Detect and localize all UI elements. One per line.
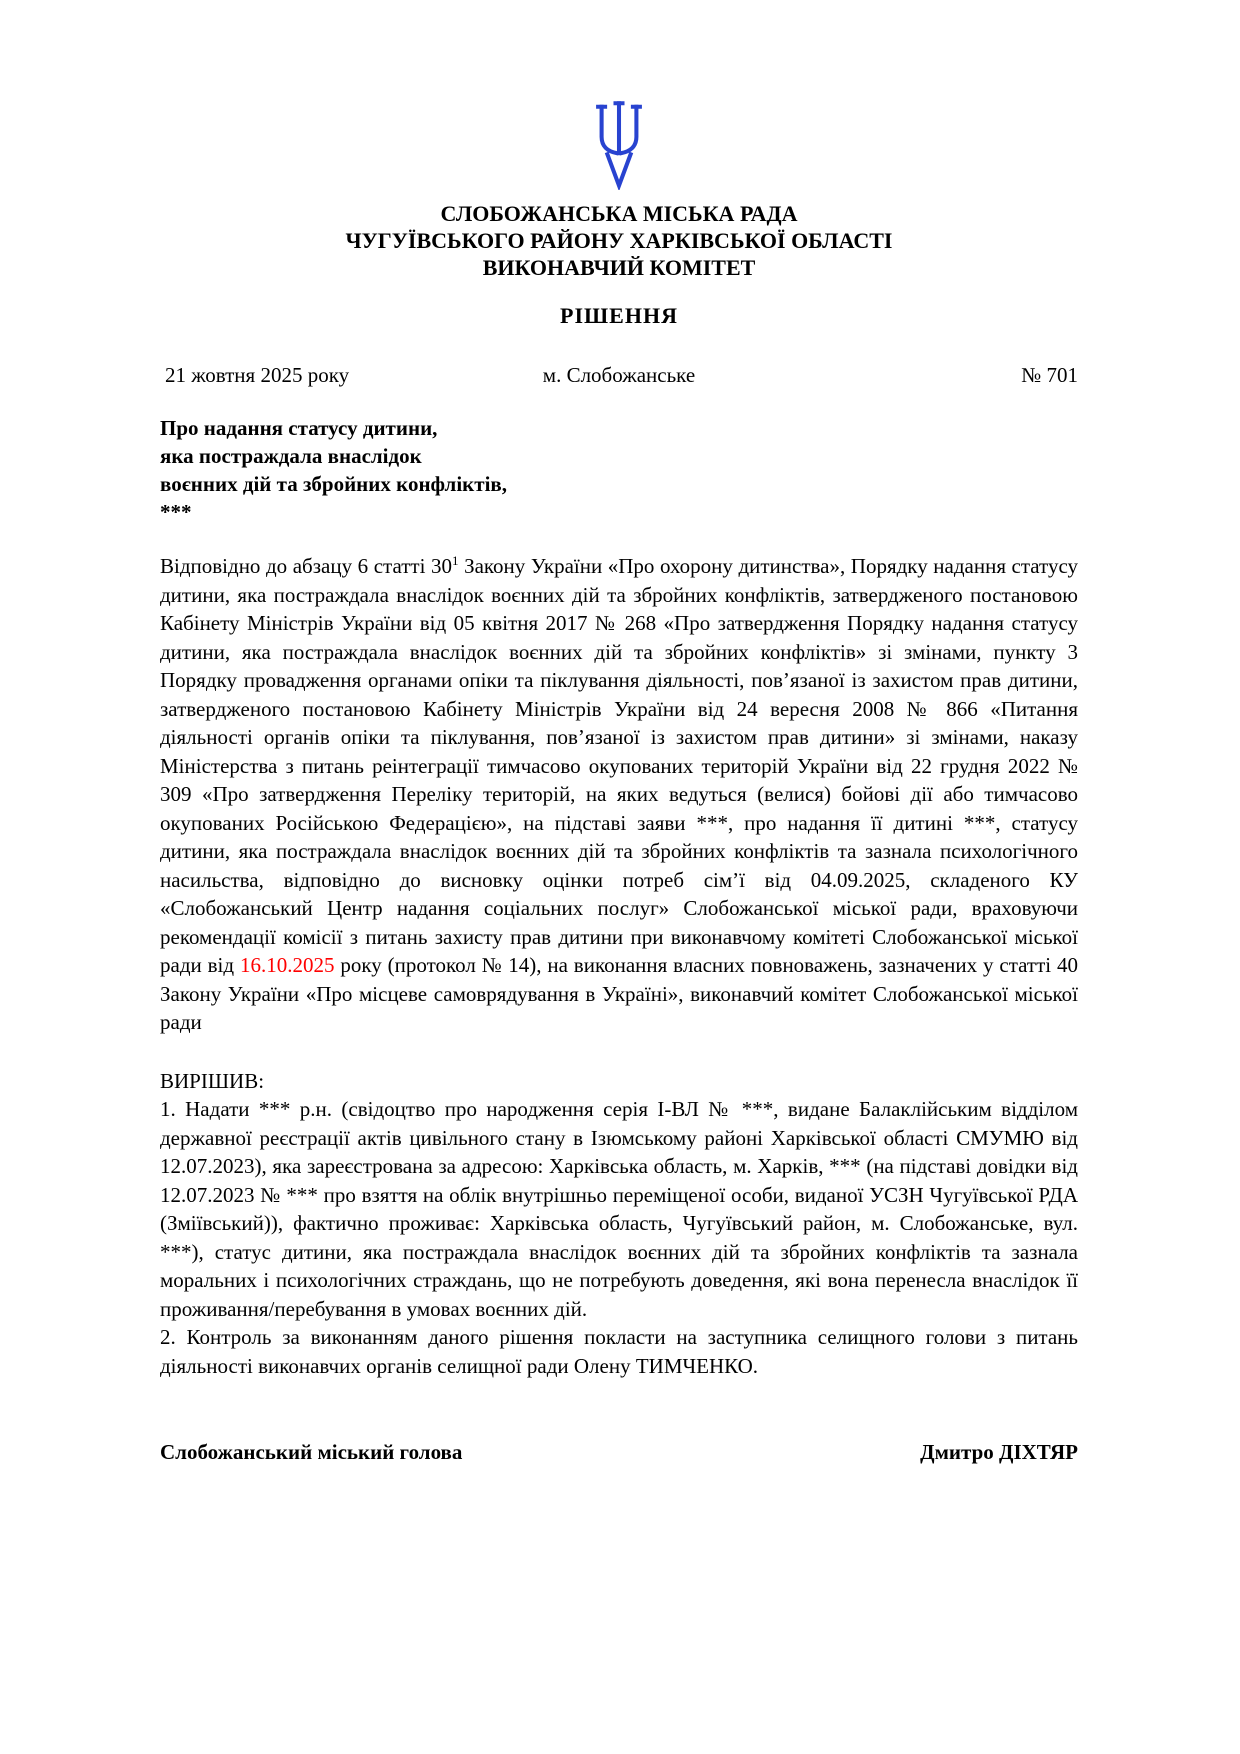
footnote-reference: 1 — [452, 553, 459, 568]
preamble-paragraph — [160, 552, 1078, 1037]
document-number: № 701 — [1021, 363, 1078, 387]
document-header-emblem — [160, 100, 1078, 190]
subject-line4: *** — [160, 500, 192, 524]
subject-line1: Про надання статусу дитини, — [160, 416, 438, 440]
resolution-item-2: 2. Контроль за виконанням даного рішення покласти на заступника селищного голови з питань діяльності виконавчих органів селищної ради Олену ТИМЧЕНКО. — [160, 1325, 1078, 1378]
document-date: 21 жовтня 2025 року — [165, 363, 350, 387]
org-name-line2: ЧУГУЇВСЬКОГО РАЙОНУ ХАРКІВСЬКОЇ ОБЛАСТІ — [345, 228, 893, 253]
document-meta-row — [160, 363, 1078, 388]
preamble-text-part1: Відповідно до абзацу 6 статті 30 — [160, 554, 452, 578]
resolution-heading: ВИРІШИВ: — [160, 1068, 265, 1093]
preamble-text-part2: Закону України «Про охорону дитинства», Порядку надання статусу дитини, яка постраждала внаслідок воєнних дій та збройних конфліктів, затвердженого постановою Кабінету Міністрів України від 05 квітня 2017 № 268 «Про затвердження Порядку надання статусу дитини, яка постраждала внаслідок воєнних дій та збройних конфліктів» зі змінами, пункту 3 Порядку провадження органами опіки та піклування діяльності, пов’язаної із захистом прав дитини, затвердженого постановою Кабінету Міністрів України від 24 вересня 2008 № 866 «Питання діяльності органів опіки та піклування, пов’язаної із захистом прав дитини» зі змінами, наказу Міністерства з питань реінтеграції тимчасово окупованих територій України від 22 грудня 2022 № 309 «Про затвердження Переліку територій, на яких ведуться (велися) бойові дії або тимчасово окупованих Російською Федерацією», на підставі заяви ***, про надання її дитині ***, статусу дитини, яка постраждала внаслідок воєнних дій та збройних конфліктів та зазнала психологічного насильства, відповідно до висновку оцінки потреб сім’ї від 04.09.2025, складеного КУ «Слобожанський Центр надання соціальних послуг» Слобожанської міської ради, враховуючи рекомендації комісії з питань захисту прав дитини при виконавчому комітеті Слобожанської міської ради від — [160, 554, 1079, 977]
issuing-authority — [160, 200, 1078, 281]
subject-line2: яка постраждала внаслідок — [160, 444, 422, 468]
signatory-position: Слобожанський міський голова — [160, 1440, 463, 1464]
document-place: м. Слобожанське — [542, 363, 696, 387]
signature-block — [160, 1440, 1078, 1465]
commission-date-highlighted: 16.10.2025 — [239, 953, 335, 977]
resolution-item-1: 1. Надати *** р.н. (свідоцтво про народження серія І-ВЛ № ***, видане Балаклійським відділом державної реєстрації актів цивільного стану в Ізюмському районі Харківської області СМУМЮ від 12.07.2023), яка зареєстрована за адресою: Харківська область, м. Харків, *** (на підставі довідки від 12.07.2023 № *** про взяття на облік внутрішньо переміщеної особи, виданої УСЗН Чугуївської РДА (Зміївський)), фактично проживає: Харківська область, Чугуївський район, м. Слобожанське, вул. ***), статус дитини, яка постраждала внаслідок воєнних дій та збройних конфліктів та зазнала моральних і психологічних страждань, що не потребують доведення, які вона перенесла внаслідок її проживання/перебування в умовах воєнних дій. — [160, 1097, 1078, 1321]
document-subject — [160, 414, 1078, 526]
signatory-name: Дмитро ДІХТЯР — [920, 1440, 1078, 1464]
document-type-title: РІШЕННЯ — [560, 303, 678, 328]
org-name-line3: ВИКОНАВЧИЙ КОМІТЕТ — [482, 255, 756, 280]
org-name-line1: СЛОБОЖАНСЬКА МІСЬКА РАДА — [440, 201, 798, 226]
subject-line3: воєнних дій та збройних конфліктів, — [160, 472, 508, 496]
preamble-text-part3: року (протокол № 14), на виконання власних повноважень, зазначених у статті 40 Закону України «Про місцеве самоврядування в Україні», виконавчий комітет Слобожанської міської ради — [160, 953, 1078, 1034]
ukraine-trident-icon — [590, 100, 648, 190]
